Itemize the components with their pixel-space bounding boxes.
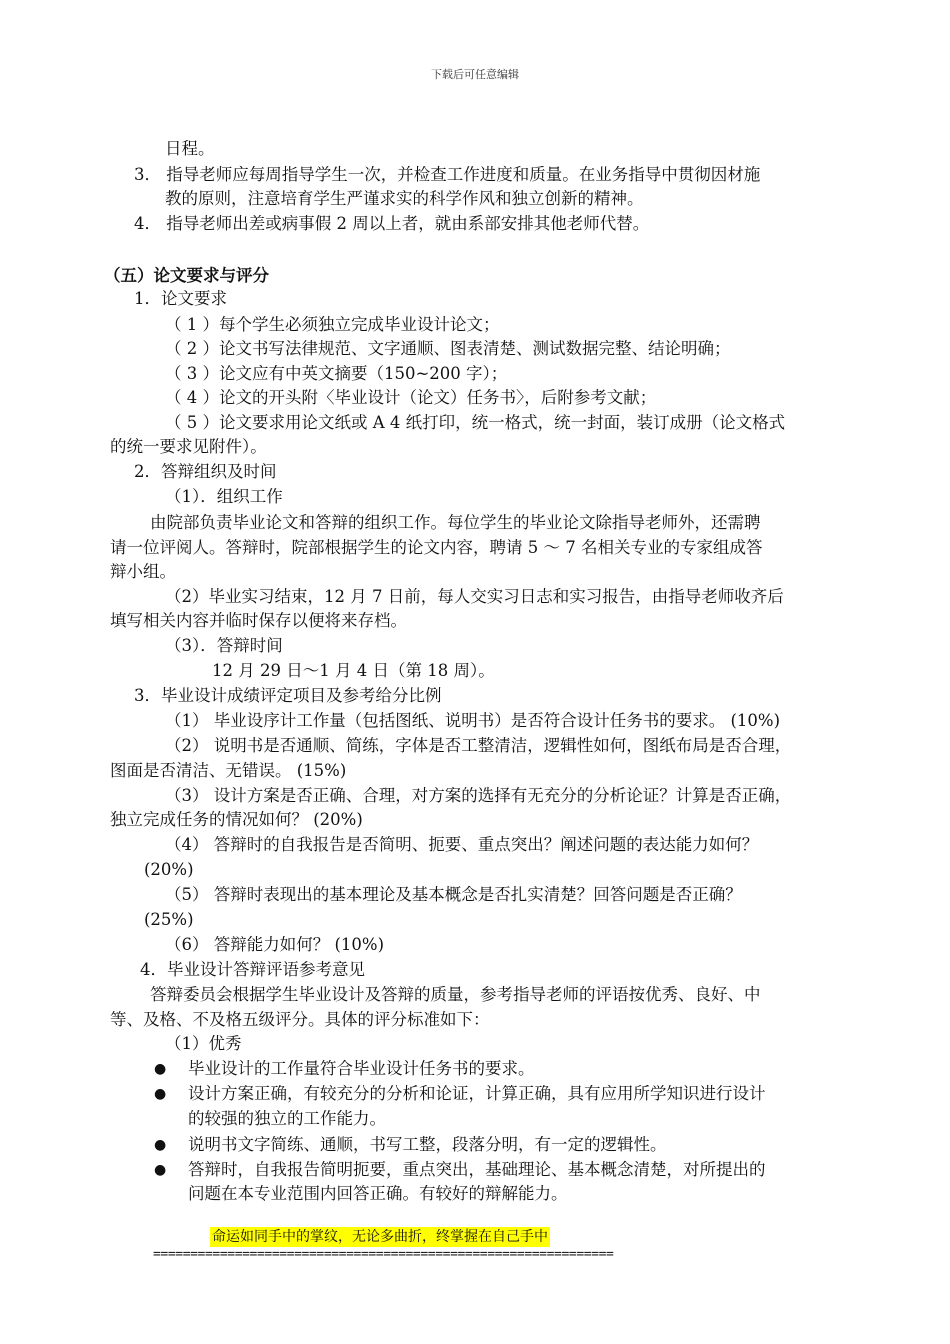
section-heading: （五）论文要求与评分: [104, 266, 269, 285]
bullet-item: 的较强的独立的工作能力。: [188, 1109, 386, 1128]
subheading: 4．毕业设计答辩评语参考意见: [140, 960, 365, 979]
bullet-icon: ●: [154, 1086, 167, 1102]
bullet-item: 答辩时，自我报告简明扼要，重点突出，基础理论、基本概念清楚，对所提出的: [188, 1160, 766, 1179]
text-line: （2） 说明书是否通顺、简练，字体是否工整清洁，逻辑性如何，图纸布局是否合理，: [165, 736, 792, 755]
text-line: （1） 毕业设序计工作量（包括图纸、说明书）是否符合设计任务书的要求。 (10%): [165, 711, 781, 730]
text-line: 请一位评阅人。答辩时，院部根据学生的论文内容，聘请 5 ～ 7 名相关专业的专家组成答: [110, 538, 763, 557]
text-line: 等、及格、不及格五级评分。具体的评分标准如下：: [110, 1010, 490, 1029]
bullet-item: 说明书文字简练、通顺，书写工整，段落分明，有一定的逻辑性。: [188, 1135, 667, 1154]
text-line: （6） 答辩能力如何？ (10%): [165, 935, 385, 954]
text-line: 4． 指导老师出差或病事假 2 周以上者，就由系部安排其他老师代替。: [134, 214, 650, 233]
text-line: 12 月 29 日～1 月 4 日（第 18 周）。: [212, 661, 495, 680]
text-line: 图面是否清洁、无错误。 (15%): [110, 761, 347, 780]
text-line: （ 3 ）论文应有中英文摘要（150~200 字）；: [165, 364, 508, 383]
text-line: (25%): [144, 910, 194, 929]
text-line: 日程。: [165, 139, 215, 158]
footer-divider: ==============================================================: [153, 1247, 614, 1262]
text-line: 辩小组。: [110, 562, 176, 581]
subheading: 1．论文要求: [134, 289, 227, 308]
bullet-icon: ●: [154, 1061, 167, 1077]
text-line: 教的原则，注意培育学生严谨求实的科学作风和独立创新的精神。: [165, 189, 644, 208]
text-line: （5） 答辩时表现出的基本理论及基本概念是否扎实清楚？回答问题是否正确？: [165, 885, 742, 904]
page-header: 下载后可任意编辑: [431, 68, 519, 81]
bullet-icon: ●: [154, 1137, 167, 1153]
text-line: （ 5 ）论文要求用论文纸或 A 4 纸打印，统一格式，统一封面，装订成册（论文格式: [165, 413, 786, 432]
bullet-item: 设计方案正确，有较充分的分析和论证，计算正确，具有应用所学知识进行设计: [188, 1084, 766, 1103]
bullet-item: 毕业设计的工作量符合毕业设计任务书的要求。: [188, 1059, 535, 1078]
text-line: 的统一要求见附件）。: [110, 437, 267, 456]
text-line: 3． 指导老师应每周指导学生一次，并检查工作进度和质量。在业务指导中贯彻因材施: [134, 165, 761, 184]
subheading: 2．答辩组织及时间: [134, 462, 277, 481]
text-line: （1）优秀: [165, 1034, 242, 1053]
text-line: （4） 答辩时的自我报告是否简明、扼要、重点突出？阐述问题的表达能力如何？: [165, 835, 759, 854]
text-line: （ 4 ）论文的开头附〈毕业设计（论文）任务书〉，后附参考文献；: [165, 388, 657, 407]
text-line: 答辩委员会根据学生毕业设计及答辩的质量，参考指导老师的评语按优秀、良好、中: [150, 985, 761, 1004]
bullet-item: 问题在本专业范围内回答正确。有较好的辩解能力。: [188, 1184, 568, 1203]
text-line: 填写相关内容并临时保存以便将来存档。: [110, 611, 407, 630]
text-line: （ 2 ）论文书写法律规范、文字通顺、图表清楚、测试数据完整、结论明确；: [165, 339, 731, 358]
text-line: 独立完成任务的情况如何？ (20%): [110, 810, 363, 829]
text-line: （3） 设计方案是否正确、合理，对方案的选择有无充分的分析论证？计算是否正确，: [165, 786, 792, 805]
text-line: (20%): [144, 860, 194, 879]
footer-slogan: 命运如同手中的掌纹，无论多曲折，终掌握在自己手中: [212, 1229, 548, 1245]
text-line: （2）毕业实习结束，12 月 7 日前，每人交实习日志和实习报告，由指导老师收齐后: [165, 587, 784, 606]
text-line: （3）．答辩时间: [165, 636, 283, 655]
text-line: （ 1 ）每个学生必须独立完成毕业设计论文；: [165, 315, 500, 334]
bullet-icon: ●: [154, 1162, 167, 1178]
text-line: 由院部负责毕业论文和答辩的组织工作。每位学生的毕业论文除指导老师外，还需聘: [150, 513, 761, 532]
text-line: （1）．组织工作: [165, 487, 283, 506]
subheading: 3．毕业设计成绩评定项目及参考给分比例: [134, 686, 442, 705]
